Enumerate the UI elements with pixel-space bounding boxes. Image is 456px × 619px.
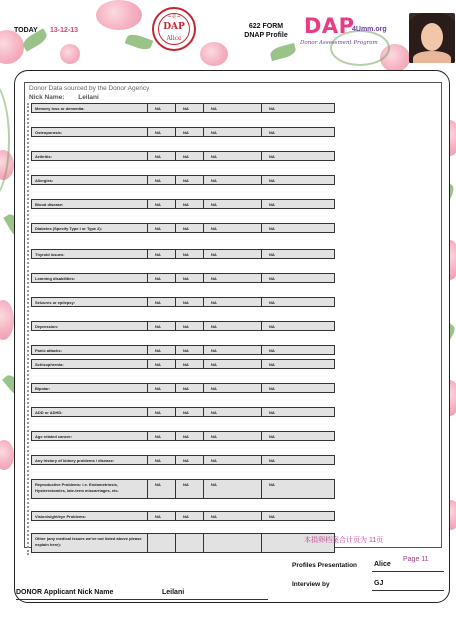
table-row bbox=[31, 249, 335, 259]
condition-value: NA bbox=[147, 456, 175, 464]
condition-value: NA bbox=[147, 176, 175, 184]
condition-value: NA bbox=[147, 152, 175, 160]
source-line: Donor Data sourced by the Donor Agency bbox=[29, 85, 150, 92]
condition-label: Age related cancer: bbox=[31, 432, 147, 440]
condition-value: NA bbox=[147, 298, 175, 306]
condition-value: NA bbox=[203, 456, 261, 464]
condition-value: NA bbox=[261, 408, 335, 416]
condition-value: NA bbox=[175, 360, 203, 368]
table-row bbox=[31, 127, 335, 137]
table-row bbox=[31, 383, 335, 393]
condition-value: NA bbox=[147, 360, 175, 368]
table-row bbox=[31, 431, 335, 441]
condition-value: NA bbox=[203, 432, 261, 440]
condition-value: NA bbox=[203, 152, 261, 160]
condition-value: NA bbox=[261, 456, 335, 464]
condition-label: Diabetes (Specify Type I or Type 2): bbox=[31, 224, 147, 232]
table-row bbox=[31, 175, 335, 185]
nick-name-value: Leilani bbox=[78, 94, 99, 101]
condition-label: Blood disease: bbox=[31, 200, 147, 208]
condition-value: NA bbox=[175, 408, 203, 416]
table-row bbox=[31, 103, 335, 113]
condition-value: NA bbox=[261, 512, 335, 520]
condition-value: NA bbox=[175, 200, 203, 208]
condition-value: NA bbox=[147, 432, 175, 440]
brand-domain: 4Umm.org bbox=[352, 26, 387, 33]
condition-value: NA bbox=[261, 152, 335, 160]
condition-value: NA bbox=[203, 250, 261, 258]
condition-value: NA bbox=[203, 176, 261, 184]
condition-value: NA bbox=[175, 104, 203, 112]
table-row bbox=[31, 199, 335, 209]
condition-value: NA bbox=[147, 322, 175, 330]
condition-label: Depression: bbox=[31, 322, 147, 330]
condition-label: Osteoporosis: bbox=[31, 128, 147, 136]
condition-value: NA bbox=[147, 408, 175, 416]
nick-name-label: Nick Name: bbox=[29, 94, 65, 101]
condition-label: Vision/sight/eye Problems: bbox=[31, 512, 147, 520]
table-row bbox=[31, 455, 335, 465]
condition-value: NA bbox=[203, 480, 261, 498]
donor-nick-name-rule bbox=[16, 599, 268, 600]
condition-value: NA bbox=[175, 384, 203, 392]
seal-stamp bbox=[152, 7, 196, 51]
page-header bbox=[0, 0, 456, 66]
page-count-note: 本捐卵档案合计页为 11页 bbox=[304, 537, 384, 544]
table-row bbox=[31, 511, 335, 521]
condition-value: NA bbox=[175, 346, 203, 354]
form-number: 622 FORM bbox=[248, 23, 284, 30]
condition-label: Thyroid issues: bbox=[31, 250, 147, 258]
condition-value: NA bbox=[203, 104, 261, 112]
condition-label: Schizophrenia: bbox=[31, 360, 147, 368]
condition-value: NA bbox=[261, 432, 335, 440]
table-row bbox=[31, 359, 335, 369]
condition-value: NA bbox=[147, 512, 175, 520]
condition-label: Seizures or epilepsy: bbox=[31, 298, 147, 306]
brand-logo: DAP bbox=[304, 14, 355, 38]
condition-value: NA bbox=[203, 384, 261, 392]
page-number: Page 11 bbox=[403, 556, 429, 563]
condition-value: NA bbox=[203, 346, 261, 354]
condition-value: NA bbox=[203, 274, 261, 282]
condition-value: NA bbox=[261, 360, 335, 368]
vine-decoration bbox=[0, 80, 10, 200]
condition-label: Memory loss or dementia: bbox=[31, 104, 147, 112]
condition-label: Learning disabilities: bbox=[31, 274, 147, 282]
table-row bbox=[31, 479, 335, 499]
condition-value: NA bbox=[175, 298, 203, 306]
table-row bbox=[31, 407, 335, 417]
condition-value: NA bbox=[261, 224, 335, 232]
condition-value: NA bbox=[261, 250, 335, 258]
condition-value: NA bbox=[203, 408, 261, 416]
donor-nick-name-value: Leilani bbox=[162, 589, 185, 596]
condition-value: NA bbox=[175, 224, 203, 232]
donor-nick-name-label: DONOR Applicant Nick Name bbox=[16, 589, 114, 596]
condition-value: NA bbox=[203, 128, 261, 136]
condition-value: NA bbox=[147, 224, 175, 232]
condition-value: NA bbox=[147, 384, 175, 392]
condition-label: Other (any medical issues we've not listed above please explain here): bbox=[31, 534, 147, 552]
seal-text-top: ~美~ bbox=[167, 14, 181, 20]
condition-value: NA bbox=[261, 298, 335, 306]
condition-label: Reproductive Problems: i.e. Endometriosis, Hysterectomies, late-term miscarriages, etc. bbox=[31, 480, 147, 498]
condition-value: NA bbox=[261, 480, 335, 498]
condition-value bbox=[203, 534, 261, 552]
condition-value: NA bbox=[261, 200, 335, 208]
condition-value: NA bbox=[203, 322, 261, 330]
profiles-presentation-label: Profiles Presentation bbox=[292, 562, 358, 569]
condition-value: NA bbox=[261, 384, 335, 392]
interview-rule bbox=[372, 590, 444, 591]
table-row bbox=[31, 273, 335, 283]
condition-value: NA bbox=[175, 128, 203, 136]
condition-value: NA bbox=[147, 480, 175, 498]
condition-value: NA bbox=[175, 456, 203, 464]
condition-value: NA bbox=[147, 128, 175, 136]
condition-label: Allergies: bbox=[31, 176, 147, 184]
today-label: TODAY bbox=[14, 27, 38, 34]
condition-value bbox=[147, 534, 175, 552]
condition-value: NA bbox=[147, 200, 175, 208]
condition-value: NA bbox=[261, 274, 335, 282]
seal-text-middle: DAP bbox=[163, 22, 185, 32]
form-title bbox=[236, 22, 296, 40]
condition-value: NA bbox=[203, 360, 261, 368]
condition-value: NA bbox=[147, 104, 175, 112]
condition-value: NA bbox=[175, 250, 203, 258]
avatar-shoulder bbox=[413, 51, 451, 63]
interview-label: Interview by bbox=[292, 581, 330, 588]
today-date: 13-12-13 bbox=[50, 27, 79, 34]
blossom-decoration bbox=[0, 300, 14, 340]
condition-label: Bipolar: bbox=[31, 384, 147, 392]
condition-value: NA bbox=[175, 176, 203, 184]
table-row bbox=[31, 321, 335, 331]
condition-value: NA bbox=[175, 432, 203, 440]
condition-value: NA bbox=[175, 274, 203, 282]
blossom-decoration bbox=[0, 440, 14, 470]
nick-name-line bbox=[29, 94, 99, 101]
condition-value: NA bbox=[261, 104, 335, 112]
seal-text-bottom: Alice bbox=[166, 35, 182, 42]
table-row bbox=[31, 345, 335, 355]
brand-tagline: Donor Assessment Program bbox=[300, 40, 378, 46]
condition-value: NA bbox=[261, 322, 335, 330]
condition-value: NA bbox=[261, 176, 335, 184]
condition-label: Panic attacks: bbox=[31, 346, 147, 354]
form-subtitle: DNAP Profile bbox=[244, 32, 288, 39]
donor-photo bbox=[409, 13, 455, 63]
donor-data-sheet bbox=[24, 82, 442, 548]
table-row bbox=[31, 223, 335, 233]
table-row bbox=[31, 297, 335, 307]
condition-label: Any history of kidney problems / disease: bbox=[31, 456, 147, 464]
condition-value: NA bbox=[147, 250, 175, 258]
condition-label: Arthritis: bbox=[31, 152, 147, 160]
condition-value: NA bbox=[175, 322, 203, 330]
profiles-presentation-rule bbox=[372, 571, 444, 572]
condition-value bbox=[175, 534, 203, 552]
condition-value: NA bbox=[261, 128, 335, 136]
table-row bbox=[31, 151, 335, 161]
condition-value: NA bbox=[203, 224, 261, 232]
profiles-presentation-value: Alice bbox=[374, 561, 391, 568]
condition-value: NA bbox=[147, 346, 175, 354]
condition-value: NA bbox=[147, 274, 175, 282]
table-row bbox=[31, 533, 335, 553]
condition-value: NA bbox=[175, 480, 203, 498]
condition-value: NA bbox=[175, 512, 203, 520]
condition-value: NA bbox=[203, 298, 261, 306]
condition-label: ADD or ADHD: bbox=[31, 408, 147, 416]
condition-value: NA bbox=[203, 200, 261, 208]
avatar-face bbox=[421, 23, 443, 51]
dotted-margin-line bbox=[27, 103, 29, 555]
condition-value: NA bbox=[203, 512, 261, 520]
condition-value: NA bbox=[175, 152, 203, 160]
condition-value: NA bbox=[261, 346, 335, 354]
interview-value: GJ bbox=[374, 580, 384, 587]
